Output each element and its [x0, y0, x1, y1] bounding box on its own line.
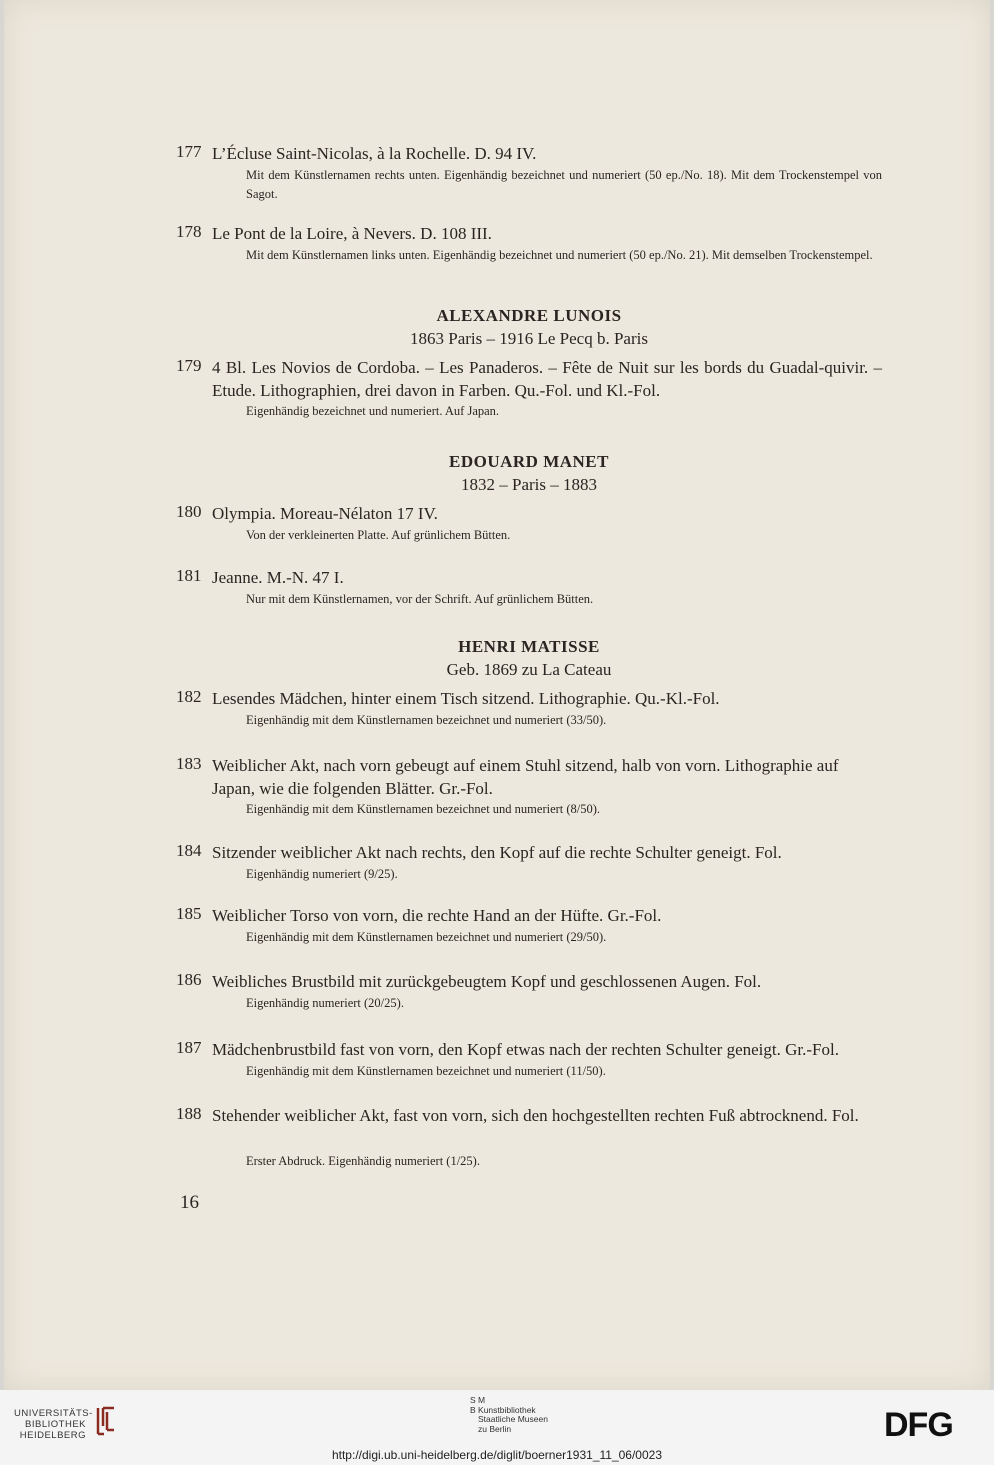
entry-title: Weiblicher Torso von vorn, die rechte Hand an der Hüfte. Gr.-Fol. [212, 906, 662, 925]
entry-note: Eigenhändig mit dem Künstlernamen bezeichnet und numeriert (33/50). [246, 713, 607, 727]
artist-name: EDOUARD MANET [449, 452, 609, 471]
artist-heading [176, 452, 882, 495]
entry-note: Eigenhändig mit dem Künstlernamen bezeichnet und numeriert (8/50). [246, 802, 601, 816]
artist-heading [176, 306, 882, 349]
entry-number: 178 [176, 222, 202, 241]
entry-number: 186 [176, 970, 202, 989]
entry-number: 188 [176, 1104, 202, 1123]
entry-title: 4 Bl. Les Novios de Cordoba. – Les Panaderos. – Fête de Nuit sur les bords du Guadal-quivir. – Etude. Lithographien, drei davon in Farben. Qu.-Fol. und Kl.-Fol. [212, 358, 882, 400]
entry-title: Lesendes Mädchen, hinter einem Tisch sitzend. Lithographie. Qu.-Kl.-Fol. [212, 689, 720, 708]
entry-note: Eigenhändig numeriert (9/25). [246, 867, 398, 881]
entry-note: Erster Abdruck. Eigenhändig numeriert (1/25). [246, 1154, 480, 1168]
entry-note: Eigenhändig mit dem Künstlernamen bezeichnet und numeriert (11/50). [246, 1064, 606, 1078]
entry-note: Mit dem Künstlernamen links unten. Eigenhändig bezeichnet und numeriert (50 ep./No. 21). Mit demselben Trockenstempel. [246, 248, 873, 262]
entry-title: Stehender weiblicher Akt, fast von vorn, sich den hochgestellten rechten Fuß abtrocknend. Fol. [212, 1106, 859, 1125]
entry-title: Weibliches Brustbild mit zurückgebeugtem Kopf und geschlossenen Augen. Fol. [212, 972, 762, 991]
artist-heading [176, 637, 882, 680]
entry-note: Eigenhändig mit dem Künstlernamen bezeichnet und numeriert (29/50). [246, 930, 607, 944]
entry-title: Mädchenbrustbild fast von vorn, den Kopf etwas nach der rechten Schulter geneigt. Gr.-Fol. [212, 1040, 839, 1059]
entry-note: Nur mit dem Künstlernamen, vor der Schrift. Auf grünlichem Bütten. [246, 592, 594, 606]
entry-title: Jeanne. M.-N. 47 I. [212, 568, 344, 587]
dfg-logo[interactable]: DFG [884, 1406, 953, 1444]
entry-note: Eigenhändig numeriert (20/25). [246, 996, 404, 1010]
page-number: 16 [180, 1192, 199, 1213]
entry-number: 187 [176, 1038, 202, 1057]
entry-title: Sitzender weiblicher Akt nach rechts, den Kopf auf die rechte Schulter geneigt. Fol. [212, 843, 782, 862]
entry-number: 181 [176, 566, 202, 585]
entry-title: Le Pont de la Loire, à Nevers. D. 108 III. [212, 224, 492, 243]
entry-number: 179 [176, 356, 202, 375]
entry-number: 177 [176, 142, 202, 161]
entry-number: 184 [176, 841, 202, 860]
artist-dates: Geb. 1869 zu La Cateau [446, 660, 612, 679]
university-label[interactable]: UNIVERSITÄTS- BIBLIOTHEK HEIDELBERG [14, 1408, 93, 1441]
entry-number: 185 [176, 904, 202, 923]
entry-title: Weiblicher Akt, nach vorn gebeugt auf einem Stuhl sitzend, halb von vorn. Lithographie auf Japan, wie die folgenden Blätter. Gr.-Fol. [212, 756, 839, 798]
artist-name: ALEXANDRE LUNOIS [436, 306, 622, 325]
entry-note: Von der verkleinerten Platte. Auf grünlichem Bütten. [246, 528, 511, 542]
artist-dates: 1832 – Paris – 1883 [461, 475, 597, 494]
museum-credit: S M B Kunstbibliothek Staatliche Museen zu Berlin [470, 1395, 548, 1434]
university-logo-icon[interactable] [92, 1404, 118, 1438]
entry-number: 180 [176, 502, 202, 521]
viewer-footer [0, 1390, 994, 1465]
entry-note: Eigenhändig bezeichnet und numeriert. Auf Japan. [246, 404, 500, 418]
entry-number: 183 [176, 754, 202, 773]
entry-number: 182 [176, 687, 202, 706]
entry-title: Olympia. Moreau-Nélaton 17 IV. [212, 504, 438, 523]
entry-note: Mit dem Künstlernamen rechts unten. Eigenhändig bezeichnet und numeriert (50 ep./No. 18). Mit dem Trockenstempel von Sagot. [246, 168, 882, 201]
artist-name: HENRI MATISSE [458, 637, 600, 656]
page-url[interactable]: http://digi.ub.uni-heidelberg.de/diglit/boerner1931_11_06/0023 [331, 1448, 663, 1462]
artist-dates: 1863 Paris – 1916 Le Pecq b. Paris [410, 329, 648, 348]
document-page [4, 0, 990, 1390]
entry-title: L’Écluse Saint-Nicolas, à la Rochelle. D. 94 IV. [212, 144, 537, 163]
